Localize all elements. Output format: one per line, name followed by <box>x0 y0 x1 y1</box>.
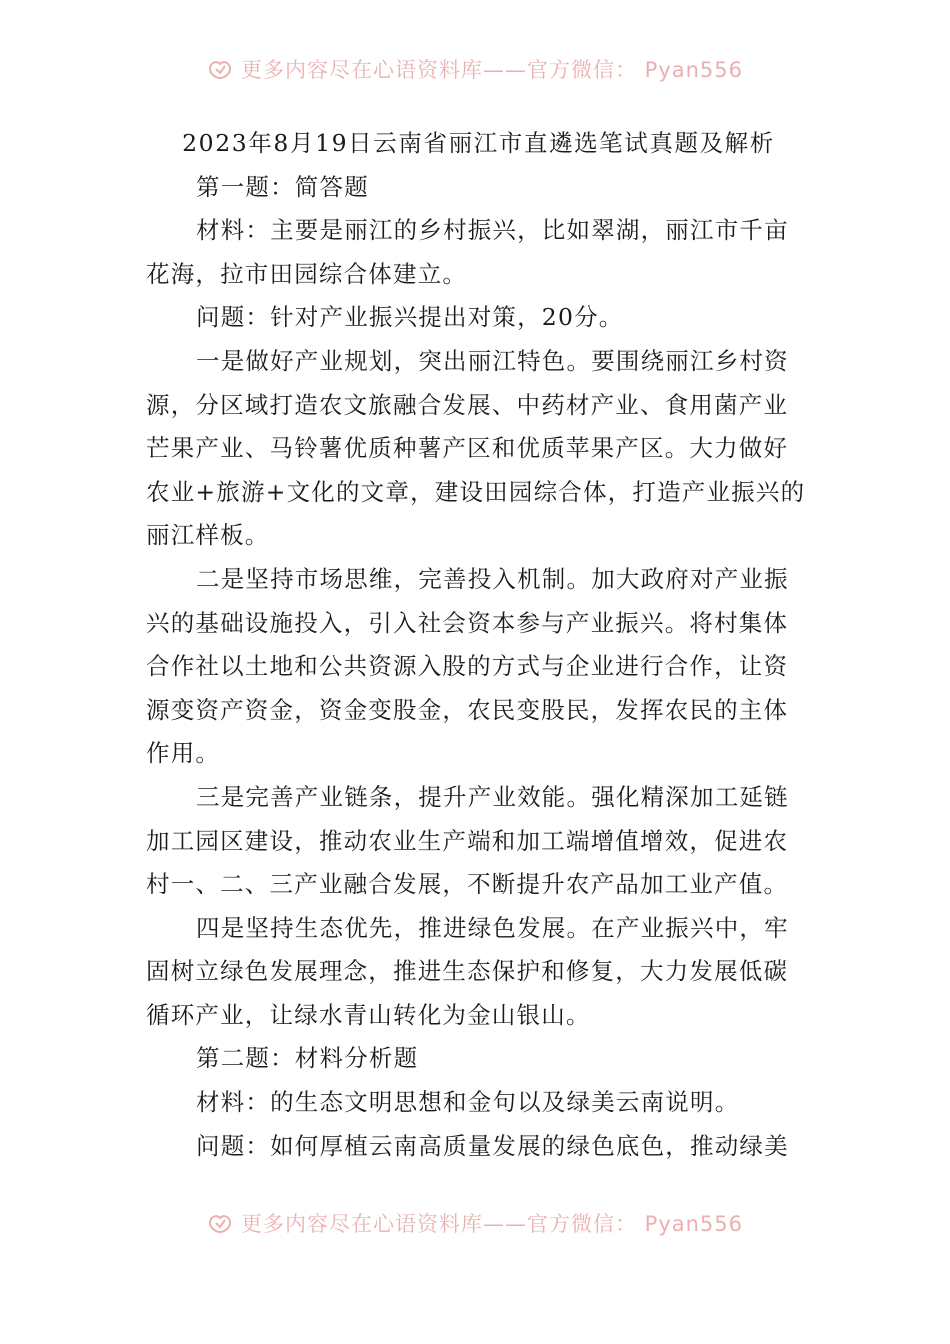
text-line: 花海，拉市田园综合体建立。 <box>146 259 468 288</box>
text-line: 二是坚持市场思维，完善投入机制。加大政府对产业振 <box>196 564 789 593</box>
text-line: 第一题：简答题 <box>196 172 369 201</box>
document-body <box>146 122 811 1168</box>
text-line: 第二题：材料分析题 <box>196 1044 419 1073</box>
text-line: 四是坚持生态优先，推进绿色发展。在产业振兴中，牢 <box>196 913 789 942</box>
text-line: 丽江样板。 <box>146 521 270 550</box>
text-line: 循环产业，让绿水青山转化为金山银山。 <box>146 1000 591 1029</box>
text-line: 材料：的生态文明思想和金句以及绿美云南说明。 <box>196 1088 740 1117</box>
text-line: 材料：主要是丽江的乡村振兴，比如翠湖，丽江市千亩 <box>196 216 789 245</box>
text-line: 问题：针对产业振兴提出对策，20分。 <box>196 303 624 332</box>
text-line: 村一、二、三产业融合发展，不断提升农产品加工业产值。 <box>146 870 789 899</box>
text-line: 合作社以土地和公共资源入股的方式与企业进行合作，让资 <box>146 652 789 681</box>
watermark-text: 更多内容尽在心语资料库——官方微信： Pyan556 <box>240 58 744 82</box>
watermark-footer <box>0 1206 950 1240</box>
text-line: 一是做好产业规划，突出丽江特色。要围绕丽江乡村资 <box>196 346 789 375</box>
text-line: 农业+旅游+文化的文章，建设田园综合体，打造产业振兴的 <box>146 477 806 506</box>
text-line: 三是完善产业链条，提升产业效能。强化精深加工延链 <box>196 782 789 811</box>
text-line: 芒果产业、马铃薯优质种薯产区和优质苹果产区。大力做好 <box>146 434 789 463</box>
text-line: 源变资产资金，资金变股金，农民变股民，发挥农民的主体 <box>146 695 789 724</box>
text-line: 固树立绿色发展理念，推进生态保护和修复，大力发展低碳 <box>146 957 789 986</box>
text-line: 兴的基础设施投入，引入社会资本参与产业振兴。将村集体 <box>146 608 789 637</box>
watermark-logo-icon <box>207 1212 233 1234</box>
text-line: 源，分区域打造农文旅融合发展、中药材产业、食用菌产业 <box>146 390 789 419</box>
text-line: 问题：如何厚植云南高质量发展的绿色底色，推动绿美 <box>196 1131 789 1160</box>
watermark-header <box>0 52 950 86</box>
watermark-logo-icon <box>207 58 233 80</box>
watermark-text: 更多内容尽在心语资料库——官方微信： Pyan556 <box>240 1212 744 1236</box>
document-title: 2023年8月19日云南省丽江市直遴选笔试真题及解析 <box>182 129 775 157</box>
text-line: 加工园区建设，推动农业生产端和加工端增值增效，促进农 <box>146 826 789 855</box>
text-line: 作用。 <box>146 739 221 768</box>
